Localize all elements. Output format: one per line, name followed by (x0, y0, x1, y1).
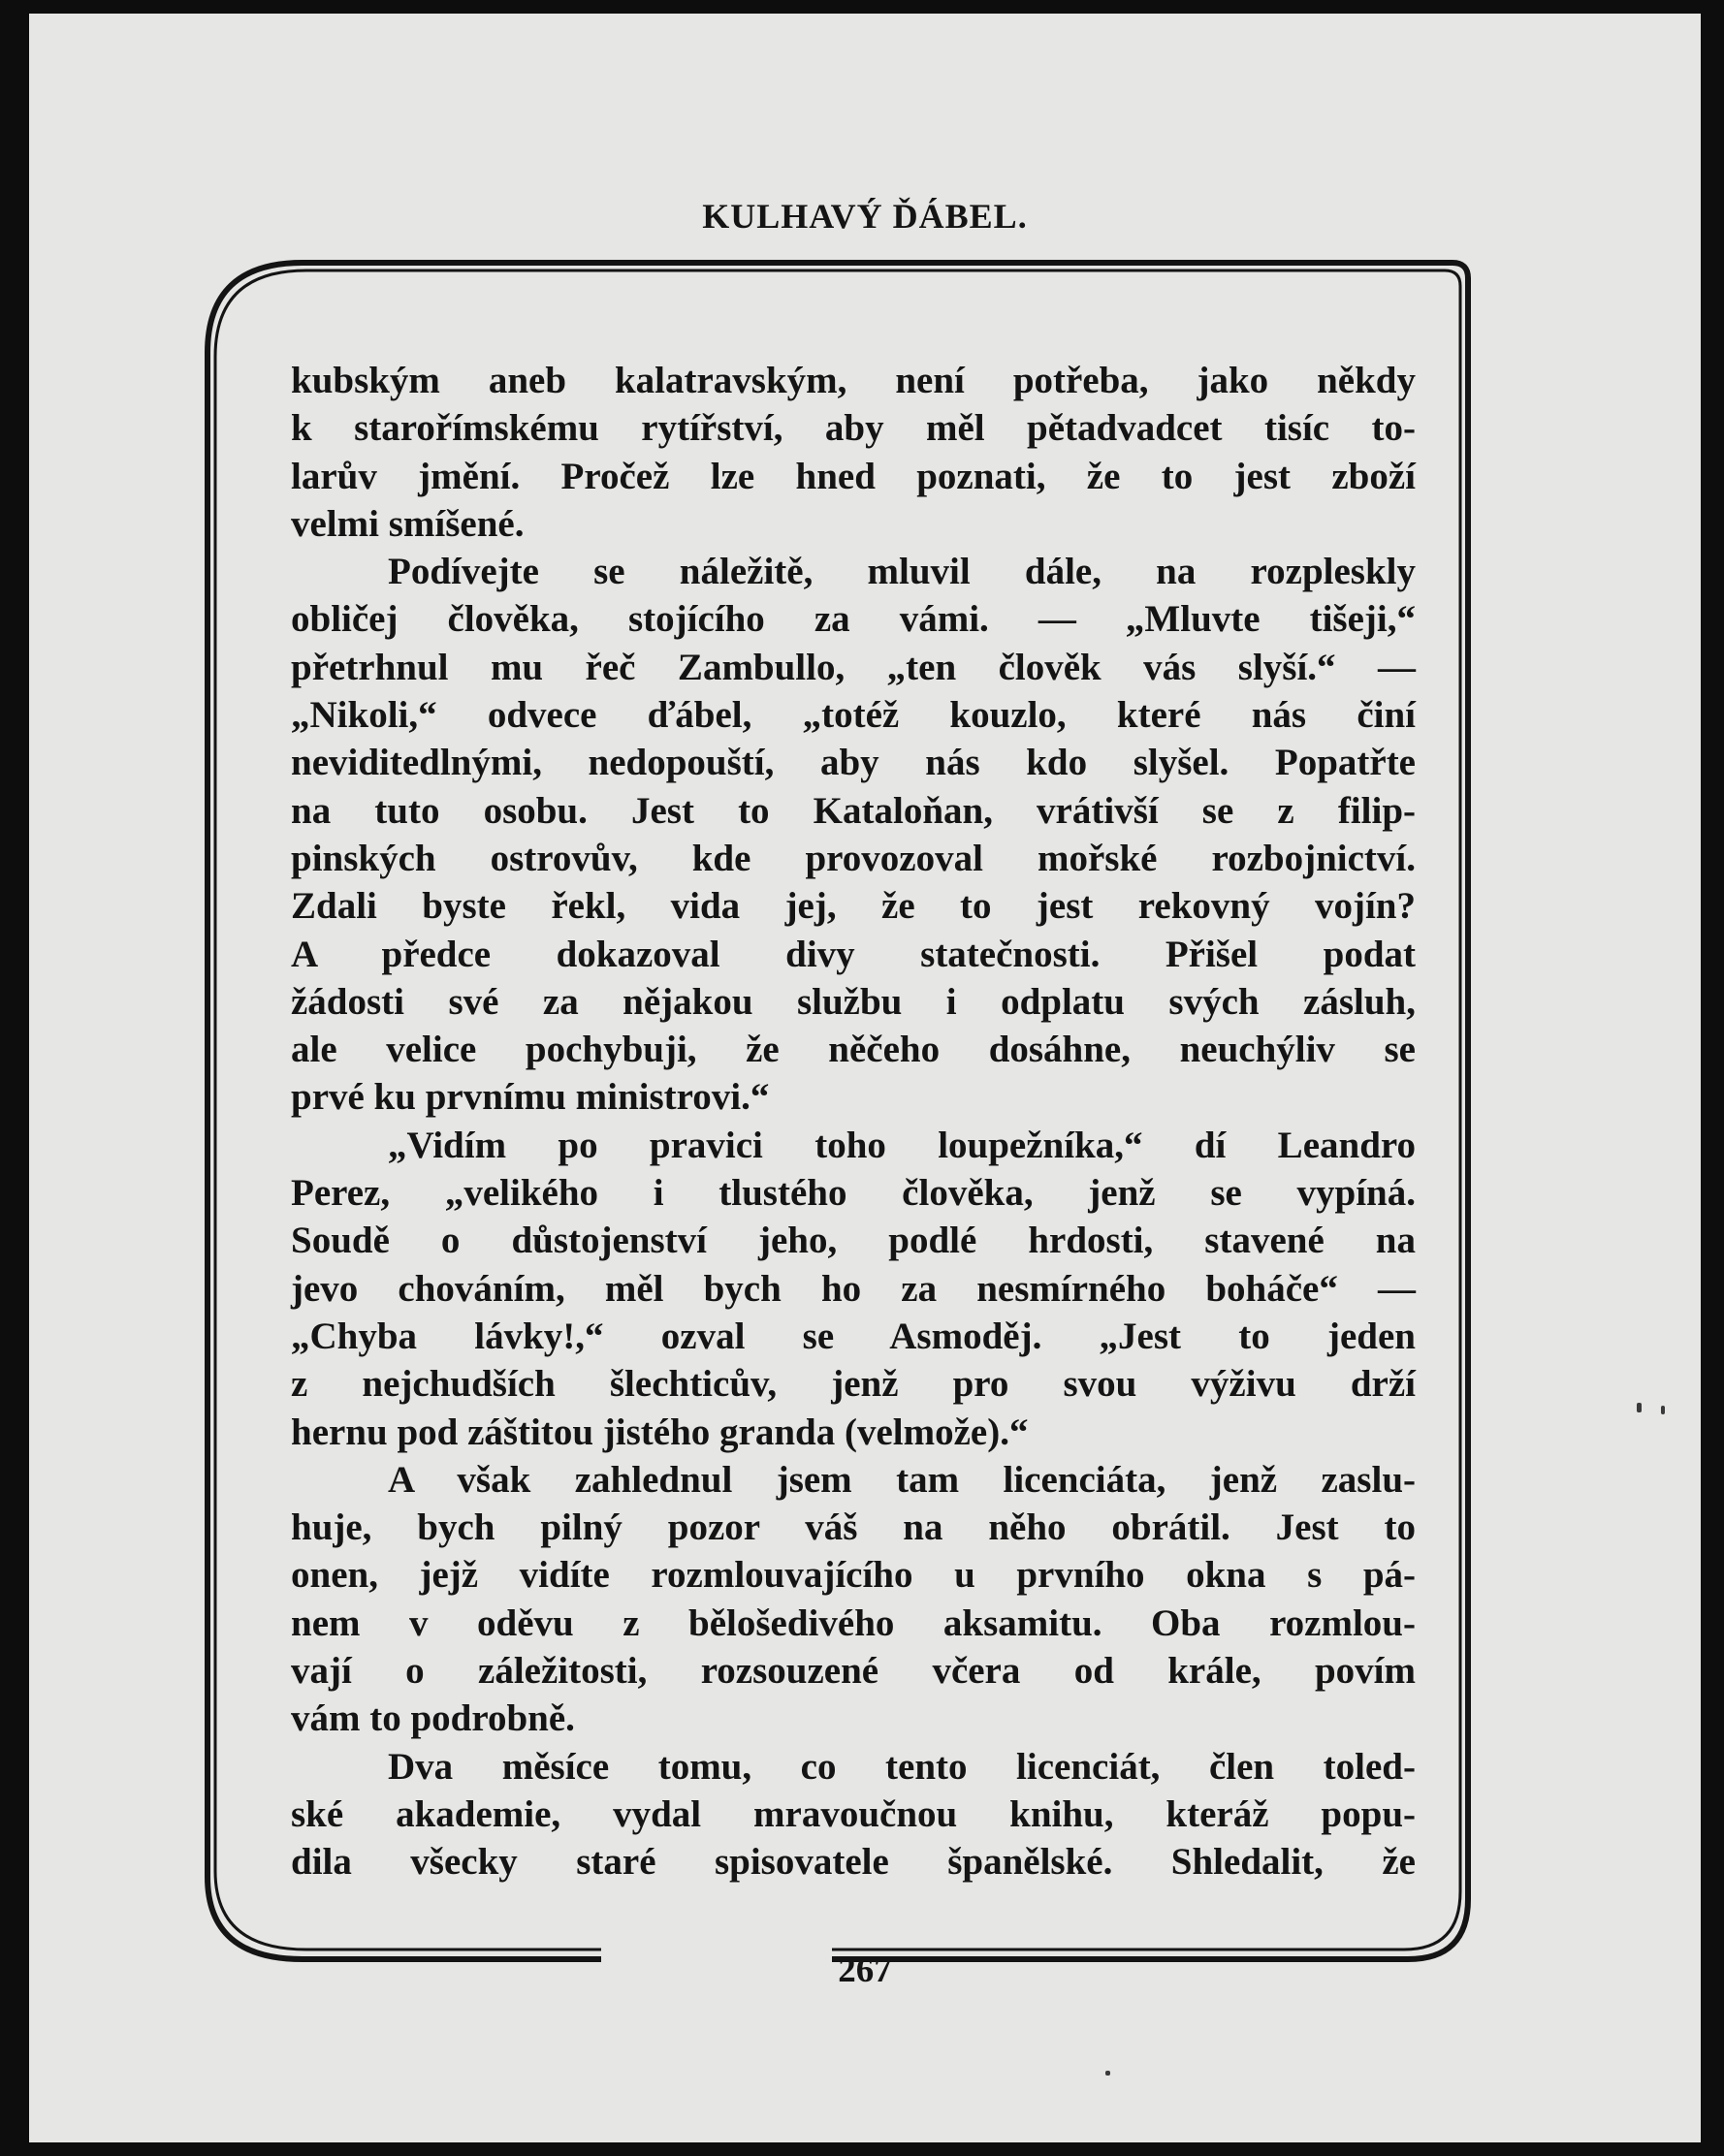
text-line: „Vidím po pravici toho loupežníka,“ dí Leandro (388, 1124, 1416, 1166)
text-line: onen, jejž vidíte rozmlouvajícího u prvního okna s pá- (291, 1554, 1416, 1597)
text-line: Soudě o důstojenství jeho, podlé hrdosti, stavené na (291, 1220, 1416, 1262)
paper-speck (1661, 1406, 1665, 1414)
text-line: žádosti své za nějakou službu i odplatu svých zásluh, (291, 980, 1416, 1023)
text-line: „Chyba lávky!,“ ozval se Asmoděj. „Jest to jeden (291, 1315, 1416, 1357)
running-title: KULHAVÝ ĎÁBEL. (702, 197, 1028, 236)
text-line: prvé ku prvnímu ministrovi.“ (291, 1076, 770, 1119)
text-line: k starořímskému rytířství, aby měl pětadvadcet tisíc to- (291, 407, 1416, 450)
text-line: na tuto osobu. Jest to Kataloňan, vrátivší se z filip- (291, 789, 1416, 832)
paper-speck (1637, 1403, 1642, 1412)
text-line: Podívejte se náležitě, mluvil dále, na rozpleskly (388, 551, 1416, 593)
text-line: Dva měsíce tomu, co tento licenciát, člen toled- (388, 1745, 1416, 1788)
text-line: kubským aneb kalatravským, není potřeba, jako někdy (291, 360, 1416, 401)
text-line: z nejchudších šlechticův, jenž pro svou výživu drží (291, 1363, 1416, 1406)
page-number: 267 (838, 1950, 892, 1990)
book-page (29, 14, 1701, 2142)
text-line: nem v oděvu z bělošedivého aksamitu. Oba rozmlou- (291, 1601, 1416, 1644)
text-line: Perez, „velikého i tlustého člověka, jenž se vypíná. (291, 1172, 1416, 1215)
text-line: ské akademie, vydal mravoučnou knihu, kteráž popu- (291, 1792, 1416, 1835)
body-text (291, 357, 1416, 1886)
text-line: larův jmění. Pročež lze hned poznati, že to jest zboží (291, 455, 1416, 497)
text-line: ale velice pochybuji, že něčeho dosáhne, neuchýliv se (291, 1029, 1416, 1071)
text-line: hernu pod záštitou jistého granda (velmože).“ (291, 1411, 1029, 1453)
text-line: Zdali byste řekl, vida jej, že to jest rekovný vojín? (291, 885, 1416, 928)
text-line: velmi smíšené. (291, 502, 525, 545)
text-line: vají o záležitosti, rozsouzené včera od krále, povím (291, 1650, 1416, 1693)
paper-speck (1105, 2071, 1110, 2076)
text-line: dila všecky staré spisovatele španělské. Shledalit, že (291, 1841, 1416, 1884)
text-line: obličej člověka, stojícího za vámi. — „Mluvte tišeji,“ (291, 598, 1416, 641)
text-line: huje, bych pilný pozor váš na něho obrátil. Jest to (291, 1506, 1416, 1549)
text-line: jevo chováním, měl bych ho za nesmírného boháče“ — (291, 1267, 1416, 1310)
text-line: přetrhnul mu řeč Zambullo, „ten člověk vás slyší.“ — (291, 646, 1416, 688)
text-line: A však zahlednul jsem tam licenciáta, jenž zaslu- (388, 1458, 1416, 1501)
text-line: pinských ostrovův, kde provozoval mořské rozbojnictví. (291, 837, 1416, 879)
text-line: vám to podrobně. (291, 1697, 575, 1740)
text-line: neviditedlnými, nedopouští, aby nás kdo slyšel. Popatřte (291, 742, 1416, 784)
text-line: A předce dokazoval divy statečnosti. Přišel podat (291, 933, 1416, 975)
text-line: „Nikoli,“ odvece ďábel, „totéž kouzlo, které nás činí (291, 694, 1416, 737)
